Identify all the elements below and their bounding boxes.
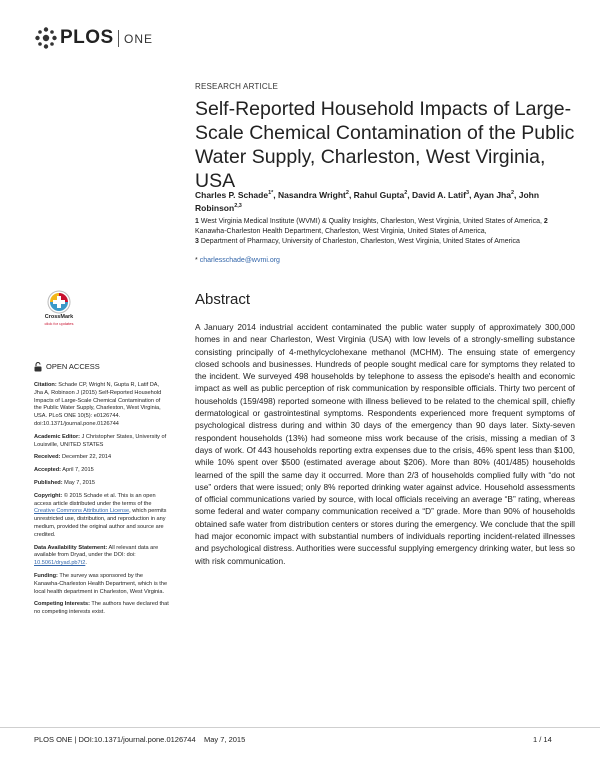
crossmark-label: CrossMark — [44, 314, 74, 320]
crossmark-sub: click for updates — [44, 321, 74, 326]
affiliation: 1 West Virginia Medical Institute (WVMI) & Quality Insights, Charleston, West Virginia, United States of America, 2 Kanawha-Charleston Health Department, Charleston, West Virginia, United States of America, — [195, 218, 548, 235]
article-title: Self-Reported Household Impacts of Large-Scale Chemical Contamination of the Public Water Supply, Charleston, West Virginia, USA — [195, 98, 575, 192]
footer-divider — [0, 727, 600, 728]
accepted-date: Accepted: April 7, 2015 — [34, 467, 94, 474]
plos-one-logo[interactable] — [34, 26, 154, 50]
article-metadata-sidebar — [34, 362, 169, 622]
author[interactable]: Rahul Gupta$^2$ — [353, 189, 408, 200]
abstract-heading: Abstract — [195, 291, 251, 308]
affiliations — [195, 217, 575, 247]
affiliation: 3 Department of Pharmacy, University of Charleston, Charleston, West Virginia, United States of America — [195, 238, 520, 245]
license-link[interactable]: Creative Commons Attribution License — [34, 508, 130, 515]
academic-editor: Academic Editor: J Christopher States, University of Louisville, UNITED STATES — [34, 433, 167, 448]
page-number: 1 / 14 — [533, 735, 552, 744]
received-date: Received: December 22, 2014 — [34, 454, 112, 461]
copyright: Copyright: © 2015 Schade et al. This is an open access article distributed under the terms of the Creative Commons Attribution License, which permits unrestricted use, distribution, and reproduction in any medium, provided the original author and source are credited. — [34, 492, 167, 538]
correspondence — [195, 257, 280, 264]
footer-citation: PLOS ONE | DOI:10.1371/journal.pone.0126744 May 7, 2015 — [34, 735, 246, 744]
article-type: RESEARCH ARTICLE — [195, 82, 279, 91]
correspondence-email[interactable]: charlesschade@wvmi.org — [199, 257, 280, 264]
open-lock-icon — [34, 362, 42, 372]
data-availability: Data Availability Statement: All relevant data are available from Dryad, under the DOI: doi: 10.5061/dryad.pb7t2. — [34, 544, 159, 567]
logo-divider — [118, 30, 119, 47]
plos-dots-icon — [34, 26, 58, 50]
published-date: Published: May 7, 2015 — [34, 479, 95, 486]
abstract-text: A January 2014 industrial accident contaminated the public water supply of approximately 300,000 homes in and near Charleston, West Virginia (USA) with low levels of a strongly-smelling substance consisting principally of 4-methylcyclohexane methanol (MCHM). The ensuing state of emergency closed schools and businesses. Hundreds of people sought medical care for symptoms they related to the incident. We surveyed 498 households by telephone to assess the episode's health and economic impact as well as public perception of risk communication by responsible officials. Thirty two percent of households (159/498) reported someone with illness believed to be related to the chemical spill, chiefly dermatological or gastrointestinal symptoms. Respondents experienced more frequent symptoms of psychological distress during and within 30 days of the emergency than 90 days later. Sixty-seven respondent households (13%) had someone miss work because of the crisis, missing a median of 3 days of work. Of 443 households reporting extra expenses due to the crisis, 46% spent less than $100, while 10% spent over $500 (estimated average about $206). More than 80% (401/485) households learned of the spill the same day it occurred. More than 2/3 of households complied fully with “do not use” orders that were issued; only 8% reported drinking water against advice. Household assessments of official communications varied by source, with local officials receiving an average “B” rating, whereas some federal and water company communication received a “D” grade. More than 90% of households obtained safe water from distribution centers or stores during the emergency. We conclude that the spill had major economic impact with substantial numbers of individuals reporting incident-related illnesses and psychological distress. Authorities were successful supplying emergency drinking water, but less so with risk communication. — [195, 322, 576, 566]
competing-interests: Competing Interests: The authors have declared that no competing interests exist. — [34, 601, 169, 616]
author[interactable]: Ayan Jha$^2$ — [473, 189, 515, 200]
logo-text: PLOS — [60, 27, 114, 48]
funding: Funding: The survey was sponsored by the Kanawha-Charleston Health Department, which is the local health department in Charleston, West Virginia. — [34, 572, 168, 595]
journal-name: ONE — [124, 32, 154, 46]
author[interactable]: David A. Latif$^3$ — [412, 189, 470, 200]
citation: Citation: Schade CP, Wright N, Gupta R, Latif DA, Jha A, Robinson J (2015) Self-Reported Household Impacts of Large-Scale Chemical Contamination of the Public Water Supply, Charleston, West Virginia, USA. PLoS ONE 10(5): e0126744. doi:10.1371/journal.pone.0126744 — [34, 382, 162, 427]
author[interactable]: Charles P. Schade$^{1*}$ — [195, 189, 274, 200]
author[interactable]: Nasandra Wright$^2$ — [278, 189, 349, 200]
crossmark-badge[interactable] — [34, 290, 84, 326]
author[interactable]: John Robinson$^{2,3}$ — [195, 189, 540, 213]
correspondence-mark: * — [195, 257, 198, 264]
author-list: Charles P. Schade$^{1*}$, Nasandra Wright$^2$, Rahul Gupta$^2$, David A. Latif$^3$, Ayan Jha$^2$, John Robinson$^{2,3}$ — [195, 189, 540, 213]
open-access-label: OPEN ACCESS — [34, 362, 169, 372]
dryad-doi-link[interactable]: 10.5061/dryad.pb7t2 — [34, 560, 86, 567]
